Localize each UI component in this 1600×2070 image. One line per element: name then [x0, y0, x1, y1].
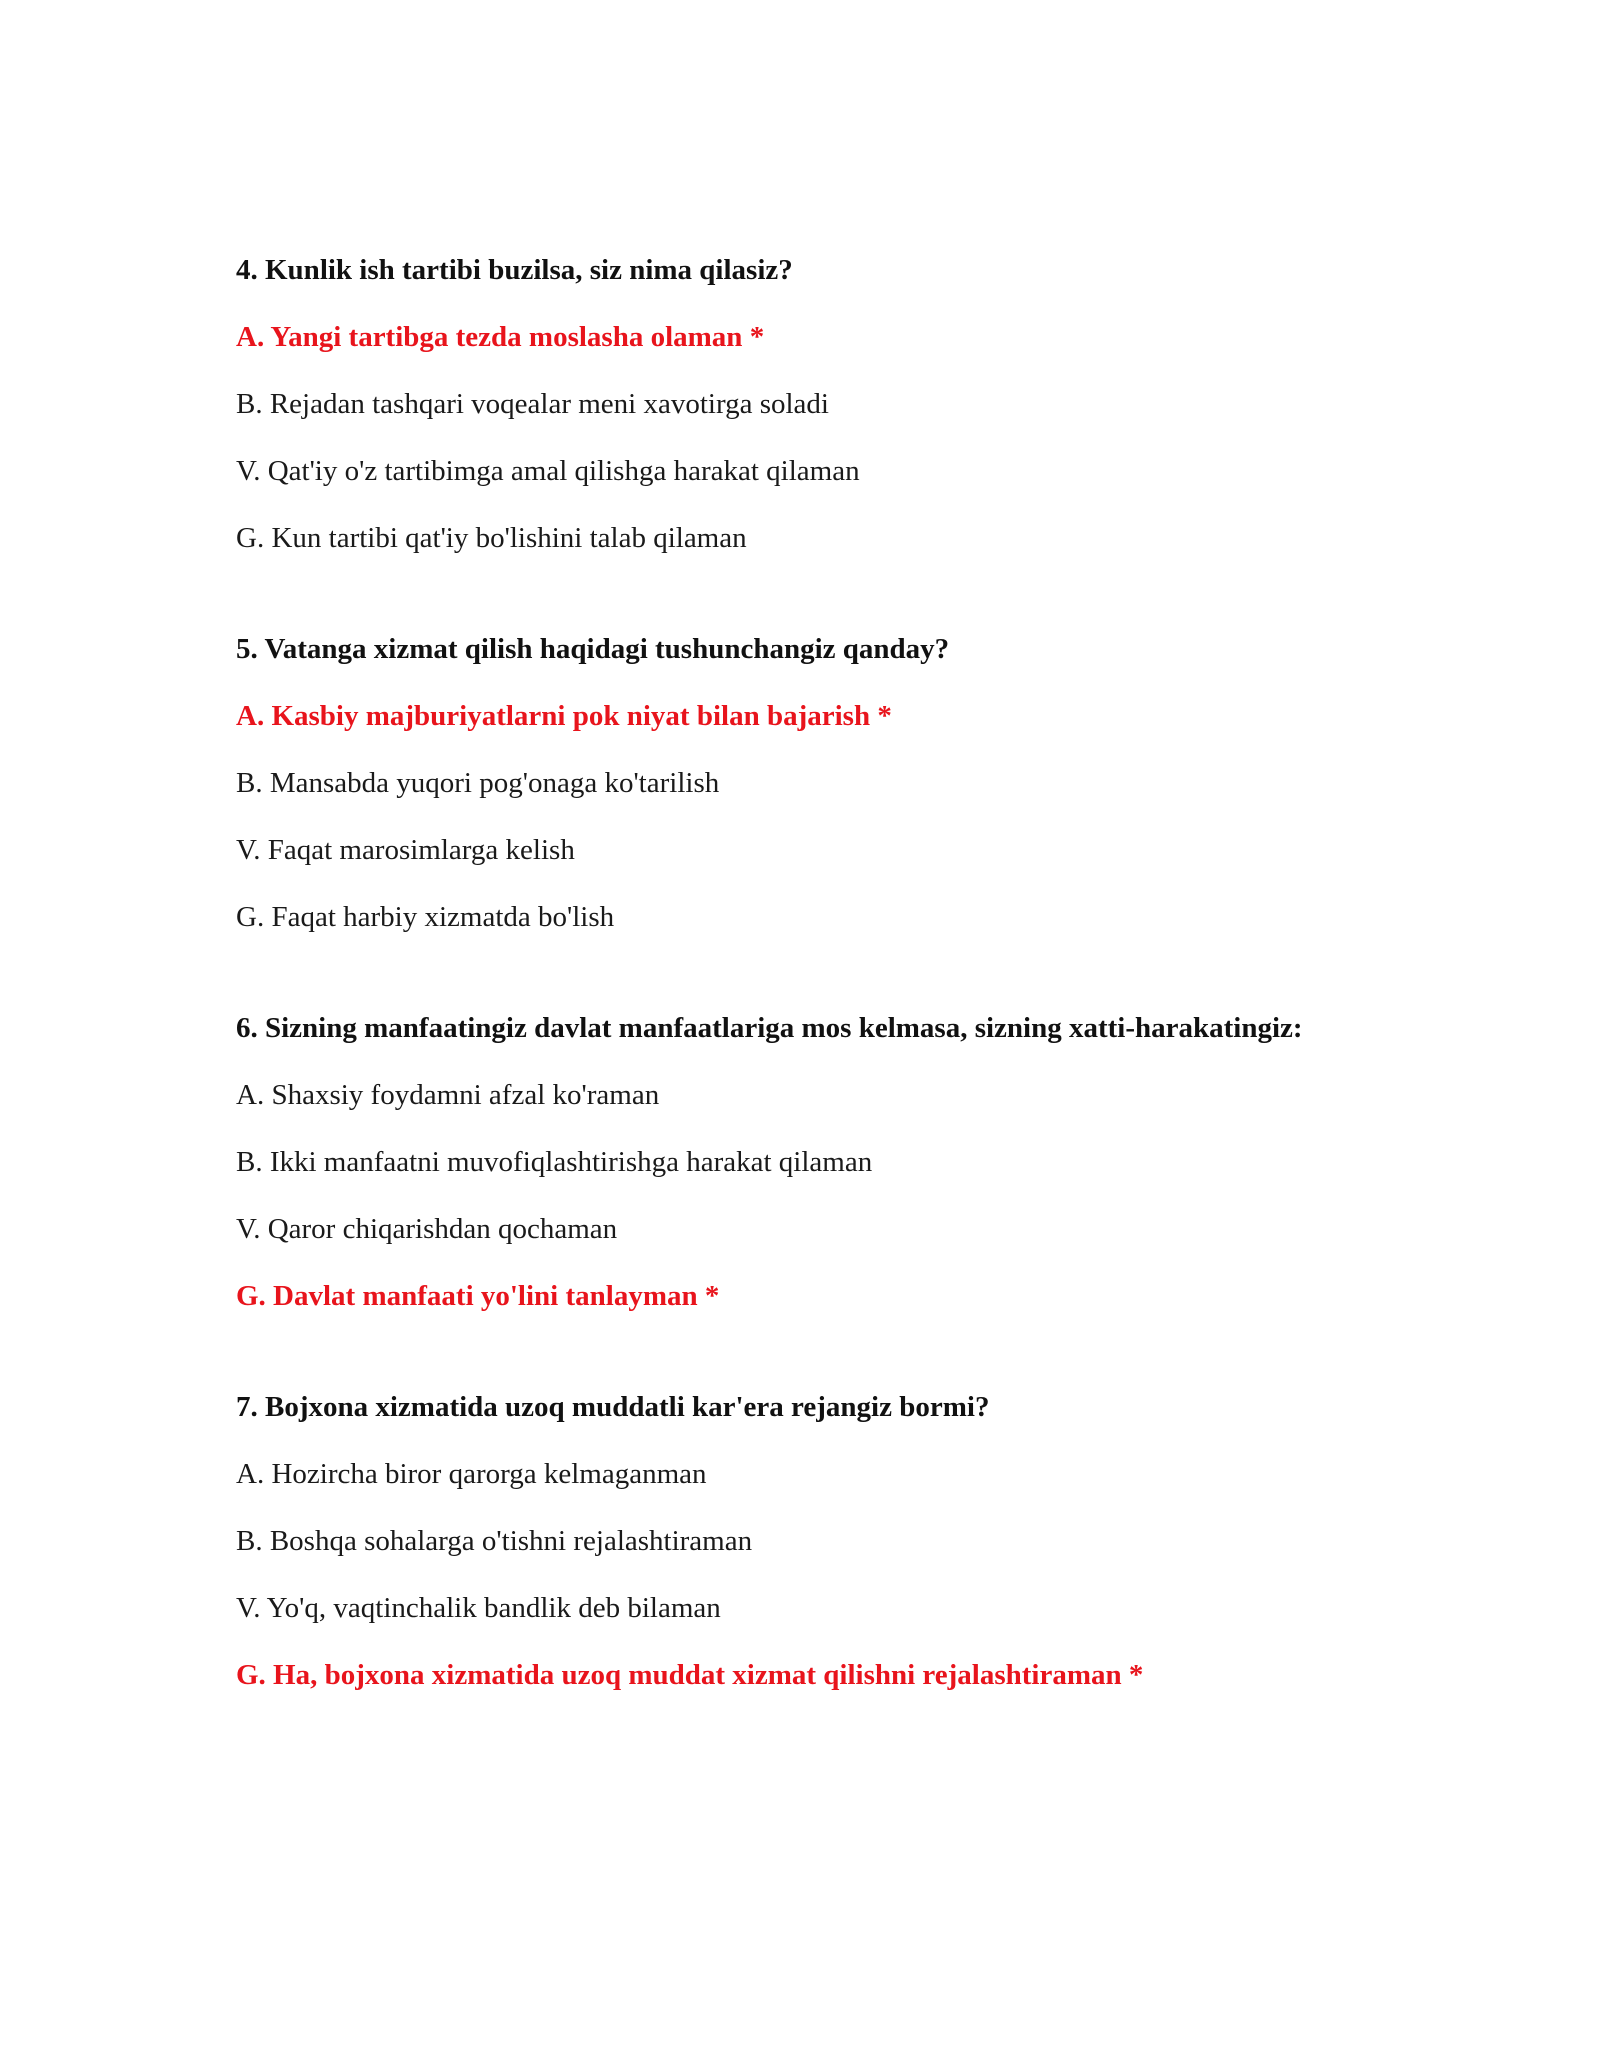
answer-option: V. Qat'iy o'z tartibimga amal qilishga harakat qilaman: [236, 455, 860, 487]
question-4: [236, 250, 1366, 559]
answer-option: A. Shaxsiy foydamni afzal ko'raman: [236, 1079, 660, 1111]
answer-option: A. Hozircha biror qarorga kelmaganman: [236, 1458, 707, 1490]
answer-option: B. Ikki manfaatni muvofiqlashtirishga harakat qilaman: [236, 1146, 873, 1178]
answer-option: B. Mansabda yuqori pog'onaga ko'tarilish: [236, 767, 720, 799]
answer-option: G. Faqat harbiy xizmatda bo'lish: [236, 901, 615, 933]
document-page: [236, 250, 1366, 1766]
answer-option: V. Yo'q, vaqtinchalik bandlik deb bilaman: [236, 1592, 721, 1624]
question-6: [236, 1008, 1366, 1317]
question-title: 5. Vatanga xizmat qilish haqidagi tushunchangiz qanday?: [236, 633, 950, 665]
answer-option: B. Boshqa sohalarga o'tishni rejalashtiraman: [236, 1525, 753, 1557]
answer-option: V. Faqat marosimlarga kelish: [236, 834, 575, 866]
answer-option-correct: A. Yangi tartibga tezda moslasha olaman *: [236, 321, 765, 353]
question-title: 4. Kunlik ish tartibi buzilsa, siz nima qilasiz?: [236, 254, 793, 286]
answer-option: B. Rejadan tashqari voqealar meni xavotirga soladi: [236, 388, 829, 420]
answer-option: G. Kun tartibi qat'iy bo'lishini talab qilaman: [236, 522, 747, 554]
question-title: 7. Bojxona xizmatida uzoq muddatli kar'era rejangiz bormi?: [236, 1391, 990, 1423]
answer-option-correct: A. Kasbiy majburiyatlarni pok niyat bilan bajarish *: [236, 700, 892, 732]
question-5: [236, 629, 1366, 938]
answer-option: V. Qaror chiqarishdan qochaman: [236, 1213, 618, 1245]
answer-option-correct: G. Ha, bojxona xizmatida uzoq muddat xizmat qilishni rejalashtiraman *: [236, 1659, 1144, 1691]
answer-option-correct: G. Davlat manfaati yo'lini tanlayman *: [236, 1280, 720, 1312]
question-title: 6. Sizning manfaatingiz davlat manfaatlariga mos kelmasa, sizning xatti-harakatingiz:: [236, 1012, 1303, 1044]
question-7: [236, 1387, 1366, 1696]
